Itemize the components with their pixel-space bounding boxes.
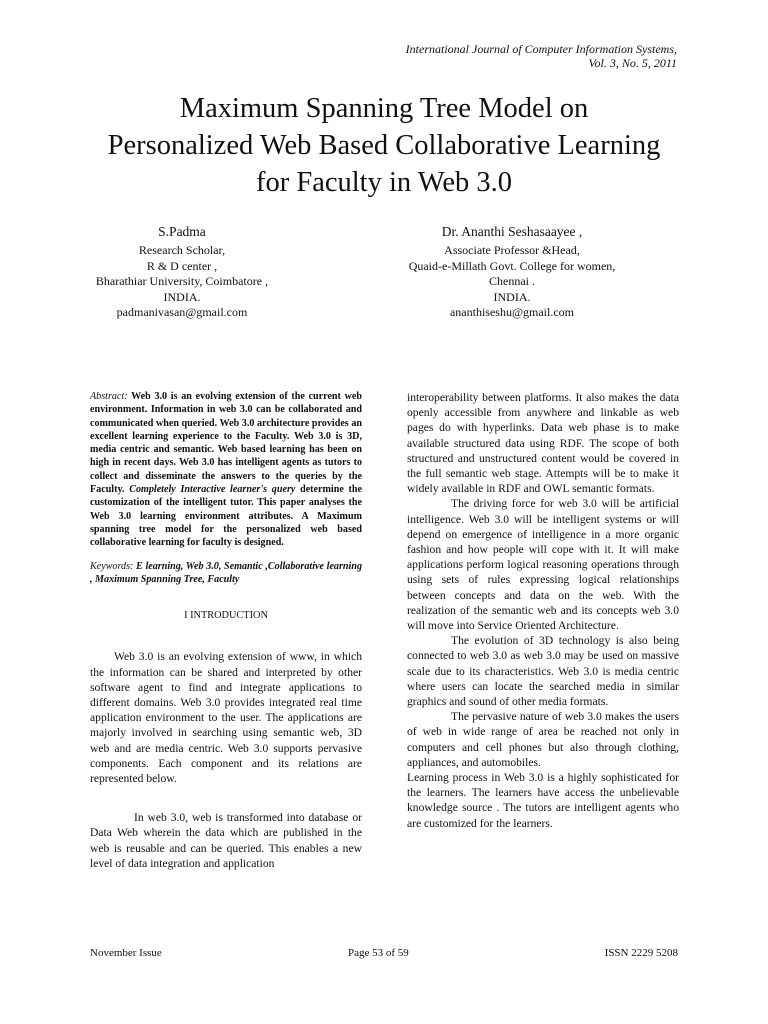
author-email: ananthiseshu@gmail.com: [449, 305, 575, 319]
abstract-text: Web 3.0 is an evolving extension of the current web environment. Information in web 3.0 can be collaborated and communicated when queried. Web 3.0 architecture provides an excellent learning experience to the Faculty. Web 3.0 is 3D, media centric and semantic. Web based learning has been on high in recent days. Web 3.0 has intelligent agents as tutors to collect and disseminate the answers to the queries by the Faculty.: [90, 391, 362, 496]
author-block-2: [405, 223, 619, 321]
author-affiliation-line: INDIA.: [493, 289, 531, 304]
keywords-label: Keywords:: [90, 560, 134, 572]
journal-header: [406, 42, 677, 70]
right-column: [407, 390, 679, 831]
title-line-2: Personalized Web Based Collaborative Learning: [107, 130, 661, 161]
journal-volume: Vol. 3, No. 5, 2011: [588, 56, 677, 70]
body-paragraph: The driving force for web 3.0 will be artificial intelligence. Web 3.0 will be intelligent systems or will depend on emergence of intelligence in a more organic fashion and how people will cope with it. It will make applications perform logical reasoning operations through using sets of rules expressing logical relationships between concepts and data on the web. With the realization of the semantic web and its concepts web 3.0 will move into Service Oriented Architecture.: [407, 497, 679, 633]
abstract: [90, 390, 362, 550]
abstract-emphasis: Completely Interactive learner's query: [129, 484, 296, 496]
abstract-label: Abstract:: [90, 391, 128, 402]
author-affiliation-line: Quaid-e-Millath Govt. College for women,: [408, 258, 616, 273]
title-line-1: Maximum Spanning Tree Model on: [179, 93, 589, 124]
body-paragraph: The evolution of 3D technology is also being connected to web 3.0 as web 3.0 may be used on massive scale due to its characteristics. Web 3.0 is media centric where users can locate the searched media in similar graphics and sound of other media formats.: [407, 634, 679, 709]
left-column: [90, 390, 362, 871]
author-affiliation-line: Bharathiar University, Coimbatore ,: [95, 274, 269, 288]
author-affiliation-line: Chennai .: [489, 274, 535, 288]
author-name: Dr. Ananthi Seshasaayee ,: [441, 224, 583, 239]
author-block-1: [88, 223, 276, 321]
keywords-text: E learning, Web 3.0, Semantic ,Collaborative learning , Maximum Spanning Tree, Faculty: [90, 560, 362, 585]
author-email: padmanivasan@gmail.com: [116, 305, 248, 319]
author-affiliation-line: R & D center ,: [146, 258, 218, 273]
author-name: S.Padma: [158, 224, 206, 239]
author-affiliation-line: INDIA.: [163, 289, 201, 304]
footer-issn: ISSN 2229 5208: [604, 947, 678, 959]
footer-page-number: Page 53 of 59: [348, 947, 409, 959]
author-affiliation-line: Associate Professor &Head,: [444, 243, 580, 257]
body-paragraph: Web 3.0 is an evolving extension of www, in which the information can be shared and interpreted by other software agent to find and integrate applications to different domains. Web 3.0 provides integrated real time application environment to the user. The applications are majorly involved in searching using semantic web, 3D web and are media centric. Web 3.0 supports pervasive components. Each component and its relations are represented below.: [90, 650, 362, 785]
author-affiliation-line: Research Scholar,: [138, 243, 226, 257]
body-paragraph: interoperability between platforms. It also makes the data openly accessible from anywhere and linkable as web pages do with hyperlinks. Data web phase is to make available structured data using RDF. The scope of both structured and unstructured content would be covered in the full semantic web stage. Attempts will be to make it widely available in RDF and OWL semantic formats.: [407, 391, 679, 496]
title-line-3: for Faculty in Web 3.0: [255, 167, 512, 198]
section-heading: I INTRODUCTION: [184, 610, 268, 622]
journal-name: International Journal of Computer Information Systems,: [405, 42, 677, 56]
body-paragraph: Learning process in Web 3.0 is a highly sophisticated for the learners. The learners have access the unbelievable knowledge source . The tutors are intelligent agents who are customized for the learners.: [407, 771, 679, 830]
paper-title: [40, 90, 728, 201]
keywords: [90, 560, 362, 587]
footer-issue: November Issue: [90, 947, 162, 959]
body-paragraph: In web 3.0, web is transformed into database or Data Web wherein the data which are published in the web is reusable and can be queried. This enables a new level of data integration and application: [90, 811, 362, 870]
abstract-text-cont: determine the customization of the intelligent tutor. This paper analyses the Web 3.0 learning environment attributes. A Maximum spanning tree model for the personalized web based collaborative learning for faculty is designed.: [90, 484, 362, 549]
body-paragraph: The pervasive nature of web 3.0 makes the users of web in wide range of area be reached not only in computers and cell phones but also through clothing, appliances, and automobiles.: [407, 710, 679, 769]
